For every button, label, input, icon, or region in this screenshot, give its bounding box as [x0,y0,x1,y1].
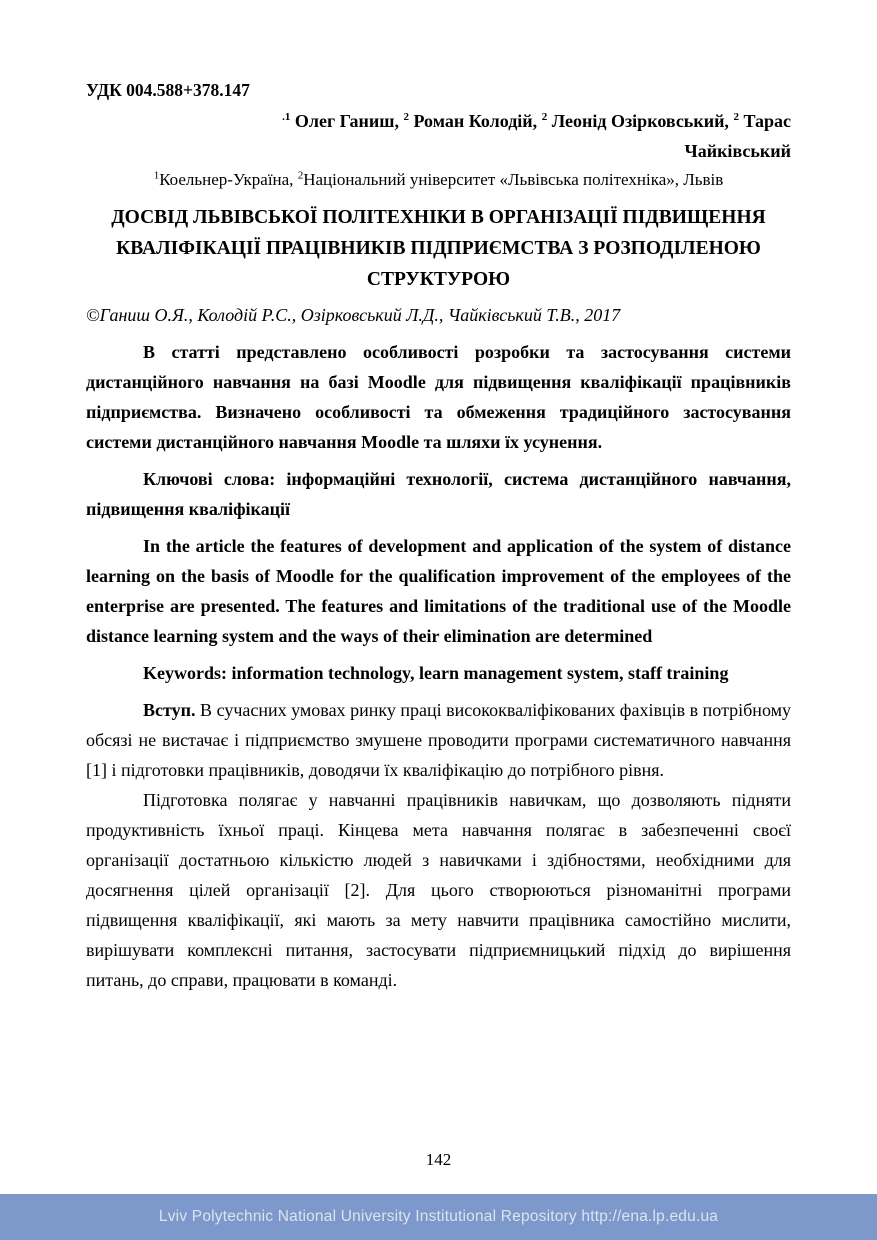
copyright-line: ©Ганиш О.Я., Колодій Р.С., Озірковський Л.Д., Чайківський Т.В., 2017 [86,305,621,325]
author-name: Олег Ганиш, [290,111,404,131]
keywords-english: Keywords: information technology, learn management system, staff training [143,663,729,683]
affiliation-marker: 1 [153,169,160,182]
repository-footer-text: Lviv Polytechnic National University Institutional Repository http://ena.lp.edu.ua [158,1208,719,1225]
introduction-paragraph [86,695,791,785]
author-name: Роман Колодій, [408,111,542,131]
affiliation-org: Національний університет «Львівська політехніка», Львів [303,170,724,189]
article-content [86,78,791,995]
affiliation-line [86,166,791,194]
introduction-label: Вступ. [143,700,196,720]
article-title: ДОСВІД ЛЬВІВСЬКОЇ ПОЛІТЕХНІКИ В ОРГАНІЗАЦІЇ ПІДВИЩЕННЯ КВАЛІФІКАЦІЇ ПРАЦІВНИКІВ ПІДПРИЄМСТВА З РОЗПОДІЛЕНОЮ СТРУКТУРОЮ [111,207,766,290]
udc-number: УДК 004.588+378.147 [86,80,250,100]
author-name: Тарас [738,111,791,131]
author-affiliation-marker: 2 [403,111,409,123]
page-number: 142 [425,1150,452,1169]
repository-footer-band [0,1194,877,1240]
author-affiliation-marker: .1 [282,111,291,123]
abstract-ukrainian: В статті представлено особливості розробки та застосування системи дистанційного навчання на базі Moodle для підвищення кваліфікації працівників підприємства. Визначено особливості та обмеження традиційного застосування системи дистанційного навчання Moodle та шляхи їх усунення. [86,342,791,452]
keywords-ukrainian: Ключові слова: інформаційні технології, система дистанційного навчання, підвищення кваліфікації [86,469,791,519]
abstract-english: In the article the features of development and application of the system of distance learning on the basis of Moodle for the qualification improvement of the employees of the enterprise are presented. The features and limitations of the traditional use of the Moodle distance learning system and the ways of their elimination are determined [86,536,791,646]
author-name: Леонід Озірковський, [547,111,734,131]
author-affiliation-marker: 2 [733,111,739,123]
affiliation-org: Коельнер-Україна, [159,170,298,189]
affiliation-marker: 2 [297,169,304,182]
author-name: Чайківський [684,141,791,161]
introduction-text: В сучасних умовах ринку праці висококваліфікованих фахівців в потрібному обсязі не вистачає і підприємство змушене проводити програми систематичного навчання [1] і підготовки працівників, доводячи їх кваліфікацію до потрібного рівня. [86,700,791,780]
author-affiliation-marker: 2 [541,111,548,123]
body-paragraph: Підготовка полягає у навчанні працівників навичкам, що дозволяють підняти продуктивність їхньої праці. Кінцева мета навчання полягає в забезпеченні своєї організації достатньою кількістю людей з навичками і здібностями, необхідними для досягнення цілей організації [2]. Для цього створюються різноманітні програми підвищення кваліфікації, які мають за мету навчити працівника самостійно мислити, вирішувати комплексні питання, застосувати підприємницький підхід до вирішення питань, до справи, працювати в команді. [86,790,791,990]
authors-line [86,106,791,166]
